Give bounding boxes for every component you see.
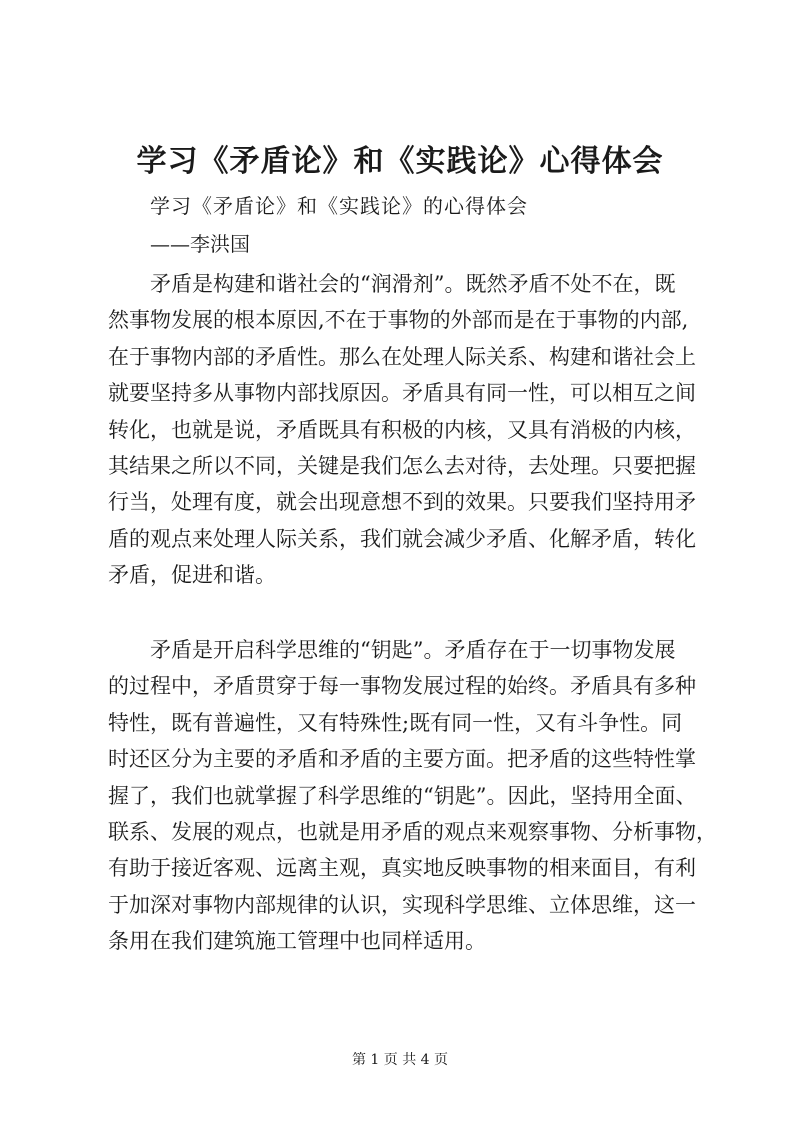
paragraph-line: 转化，也就是说，矛盾既具有积极的内核，又具有消极的内核， <box>108 417 696 442</box>
paragraph-line: 在于事物内部的矛盾性。那么在处理人际关系、构建和谐社会上 <box>108 344 696 369</box>
paragraph-line: 行当，处理有度，就会出现意想不到的效果。只要我们坚持用矛 <box>108 490 696 515</box>
paragraph-line: 的过程中，矛盾贯穿于每一事物发展过程的始终。矛盾具有多种 <box>108 674 696 699</box>
paragraph-1 <box>108 266 708 594</box>
paragraph-line: 然事物发展的根本原因,不在于事物的外部而是在于事物的内部, <box>108 308 689 333</box>
paragraph-line: 时还区分为主要的矛盾和矛盾的主要方面。把矛盾的这些特性掌 <box>108 747 696 772</box>
paragraph-line: 有助于接近客观、远离主观，真实地反映事物的相来面目，有利 <box>108 856 696 881</box>
paragraph-2 <box>108 632 717 960</box>
paragraph-line: 盾的观点来处理人际关系，我们就会减少矛盾、化解矛盾，转化 <box>108 526 696 551</box>
paragraph-line: 就要坚持多从事物内部找原因。矛盾具有同一性，可以相互之间 <box>108 381 696 406</box>
paragraph-line: 矛盾，促进和谐。 <box>108 563 276 588</box>
paragraph-line: 矛盾是构建和谐社会的“润滑剂”。既然矛盾不处不在，既 <box>150 272 676 296</box>
page-footer: 第 1 页 共 4 页 <box>351 1052 449 1068</box>
paragraph-line: 联系、发展的观点，也就是用矛盾的观点来观察事物、分析事物， <box>108 820 717 845</box>
document-author: ——李洪国 <box>150 232 250 256</box>
paragraph-line: 特性，既有普遍性，又有特殊性;既有同一性，又有斗争性。同 <box>108 710 683 735</box>
paragraph-line: 矛盾是开启科学思维的“钥匙”。矛盾存在于一切事物发展 <box>150 638 676 662</box>
document-title: 学习《矛盾论》和《实践论》心得体会 <box>136 144 664 179</box>
document-subtitle: 学习《矛盾论》和《实践论》的心得体会 <box>150 194 528 218</box>
paragraph-line: 握了，我们也就掌握了科学思维的“钥匙”。因此，坚持用全面、 <box>108 783 697 808</box>
paragraph-line: 条用在我们建筑施工管理中也同样适用。 <box>108 929 486 954</box>
paragraph-line: 其结果之所以不同，关键是我们怎么去对待，去处理。只要把握 <box>108 454 696 479</box>
paragraph-line: 于加深对事物内部规律的认识，实现科学思维、立体思维，这一 <box>108 892 696 917</box>
